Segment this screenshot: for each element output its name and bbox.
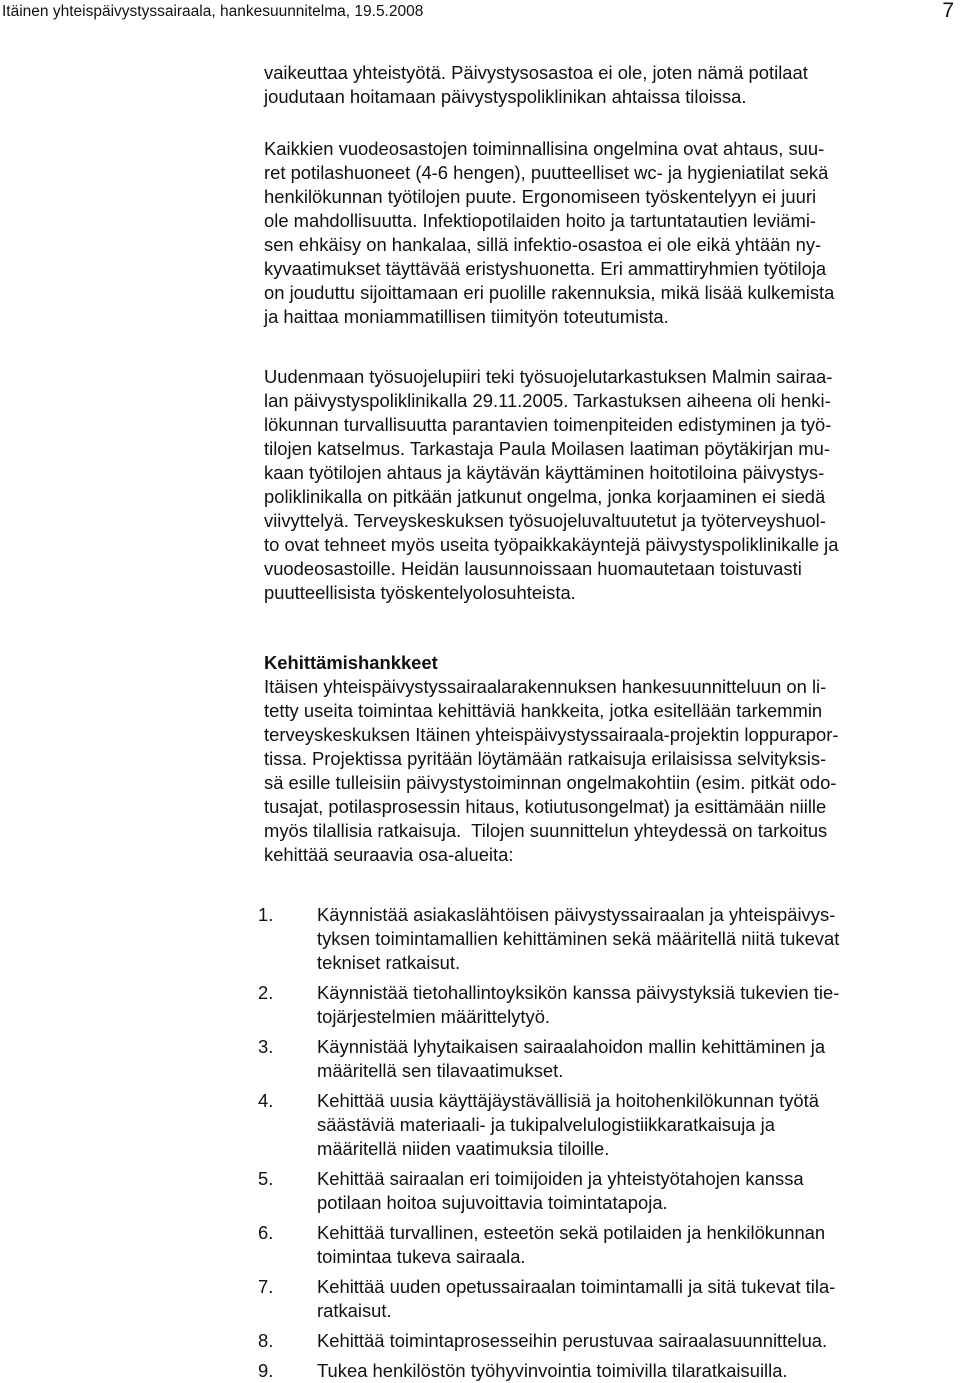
list-item — [258, 1221, 954, 1269]
list-item-number: 8. — [258, 1330, 274, 1351]
development-task-list — [258, 903, 954, 1383]
list-item-text: Kehittää uuden opetussairaalan toimintamalli ja sitä tukevat tila- ratkaisut. — [317, 1276, 836, 1321]
document-header-title: Itäinen yhteispäivystyssairaala, hankesuunnitelma, 19.5.2008 — [2, 3, 424, 20]
section-heading: Kehittämishankkeet — [264, 652, 438, 673]
list-item-number: 7. — [258, 1276, 274, 1297]
section-intro-paragraph: Itäisen yhteispäivystyssairaalarakennuksen hankesuunnitteluun on li- tetty useita toimintaa kehittäviä hankkeita, jotka esitellään tarkemmin terveyskeskuksen Itäinen yhteispäivystyssairaala-projektin loppurapor- tissa. Projektissa pyritään löytämään ratkaisuja erilaisissa selvityksis- sä esille tulleisiin päivystystoiminnan ongelmakohtiin (esim. pitkät odo- tusajat, potilasprosessin hitaus, kotiutusongelmat) ja esittämään niille myös tilallisia ratkaisuja. Tilojen suunnittelun yhteydessä on tarkoitus kehittää seuraavia osa-alueita: — [264, 676, 839, 865]
list-item-number: 9. — [258, 1360, 274, 1381]
list-item — [258, 1089, 954, 1161]
list-item-number: 1. — [258, 904, 274, 925]
list-item — [258, 1275, 954, 1323]
list-item-text: Tukea henkilöstön työhyvinvointia toimivilla tilaratkaisuilla. — [317, 1360, 788, 1381]
list-item — [258, 981, 954, 1029]
list-item — [258, 1329, 954, 1353]
list-item-number: 3. — [258, 1036, 274, 1057]
page-number: 7 — [942, 0, 954, 22]
list-item-number: 4. — [258, 1090, 274, 1111]
list-item-text: Kehittää uusia käyttäjäystävällisiä ja hoitohenkilökunnan työtä säästäviä materiaali- ja tukipalvelulogistiikkaratkaisuja ja määritellä niiden vaatimuksia tiloille. — [317, 1090, 819, 1159]
list-item-text: Kehittää turvallinen, esteetön sekä potilaiden ja henkilökunnan toimintaa tukeva sairaala. — [317, 1222, 826, 1267]
paragraph-ward-problems: Kaikkien vuodeosastojen toiminnallisina ongelmina ovat ahtaus, suu- ret potilashuoneet (4-6 hengen), puutteelliset wc- ja hygieniatilat sekä henkilökunnan työtilojen puute. Ergonomiseen työskentelyyn ei juuri ole mahdollisuutta. Infektiopotilaiden hoito ja tartuntatautien leviämi- sen ehkäisy on hankalaa, sillä infektio-osastoa ei ole eikä yhtään ny- kyvaatimukset täyttävää eristyshuonetta. Eri ammattiryhmien työtiloja on jouduttu sijoittamaan eri puolille rakennuksia, mikä lisää kulkemista ja haittaa moniammatillisen tiimityön toteutumista. — [264, 138, 835, 327]
list-item-text: Kehittää toimintaprosesseihin perustuvaa sairaalasuunnittelua. — [317, 1330, 828, 1351]
list-item-text: Kehittää sairaalan eri toimijoiden ja yhteistyötahojen kanssa potilaan hoitoa sujuvoittavia toimintatapoja. — [317, 1168, 804, 1213]
list-item — [258, 1035, 954, 1083]
list-item — [258, 1359, 954, 1383]
list-item-text: Käynnistää tietohallintoyksikön kanssa päivystyksiä tukevien tie- tojärjestelmien määrittelytyö. — [317, 982, 840, 1027]
list-item-number: 2. — [258, 982, 274, 1003]
list-item-text: Käynnistää asiakaslähtöisen päivystyssairaalan ja yhteispäivys- tyksen toimintamallien kehittäminen sekä määritellä niitä tukevat tekniset ratkaisut. — [317, 904, 840, 973]
list-item-text: Käynnistää lyhytaikaisen sairaalahoidon mallin kehittäminen ja määritellä sen tilavaatimukset. — [317, 1036, 826, 1081]
page-header — [0, 0, 960, 24]
list-item — [258, 903, 954, 975]
list-item-number: 6. — [258, 1222, 274, 1243]
list-item — [258, 1167, 954, 1215]
paragraph-inspection: Uudenmaan työsuojelupiiri teki työsuojelutarkastuksen Malmin sairaa- lan päivystyspoliklinikalla 29.11.2005. Tarkastuksen aiheena oli henki- lökunnan turvallisuutta parantavien toimenpiteiden edistyminen ja työ- tilojen katselmus. Tarkastaja Paula Moilasen laatiman pöytäkirjan mu- kaan työtilojen ahtaus ja käytävän käyttäminen hoitotiloina päivystys- poliklinikalla on pitkään jatkunut ongelma, jonka korjaaminen ei siedä viivyttelyä. Terveyskeskuksen työsuojeluvaltuutetut ja työterveyshuol- to ovat tehneet myös useita työpaikkakäyntejä päivystyspoliklinikalle ja vuodeosastoille. Heidän lausunnoissaan huomautetaan toistuvasti puutteellisista työskentelyolosuhteista. — [264, 366, 839, 603]
list-item-number: 5. — [258, 1168, 274, 1189]
paragraph-continuation: vaikeuttaa yhteistyötä. Päivystysosastoa ei ole, joten nämä potilaat joudutaan hoitamaan päivystyspoliklinikan ahtaissa tiloissa. — [264, 62, 808, 107]
